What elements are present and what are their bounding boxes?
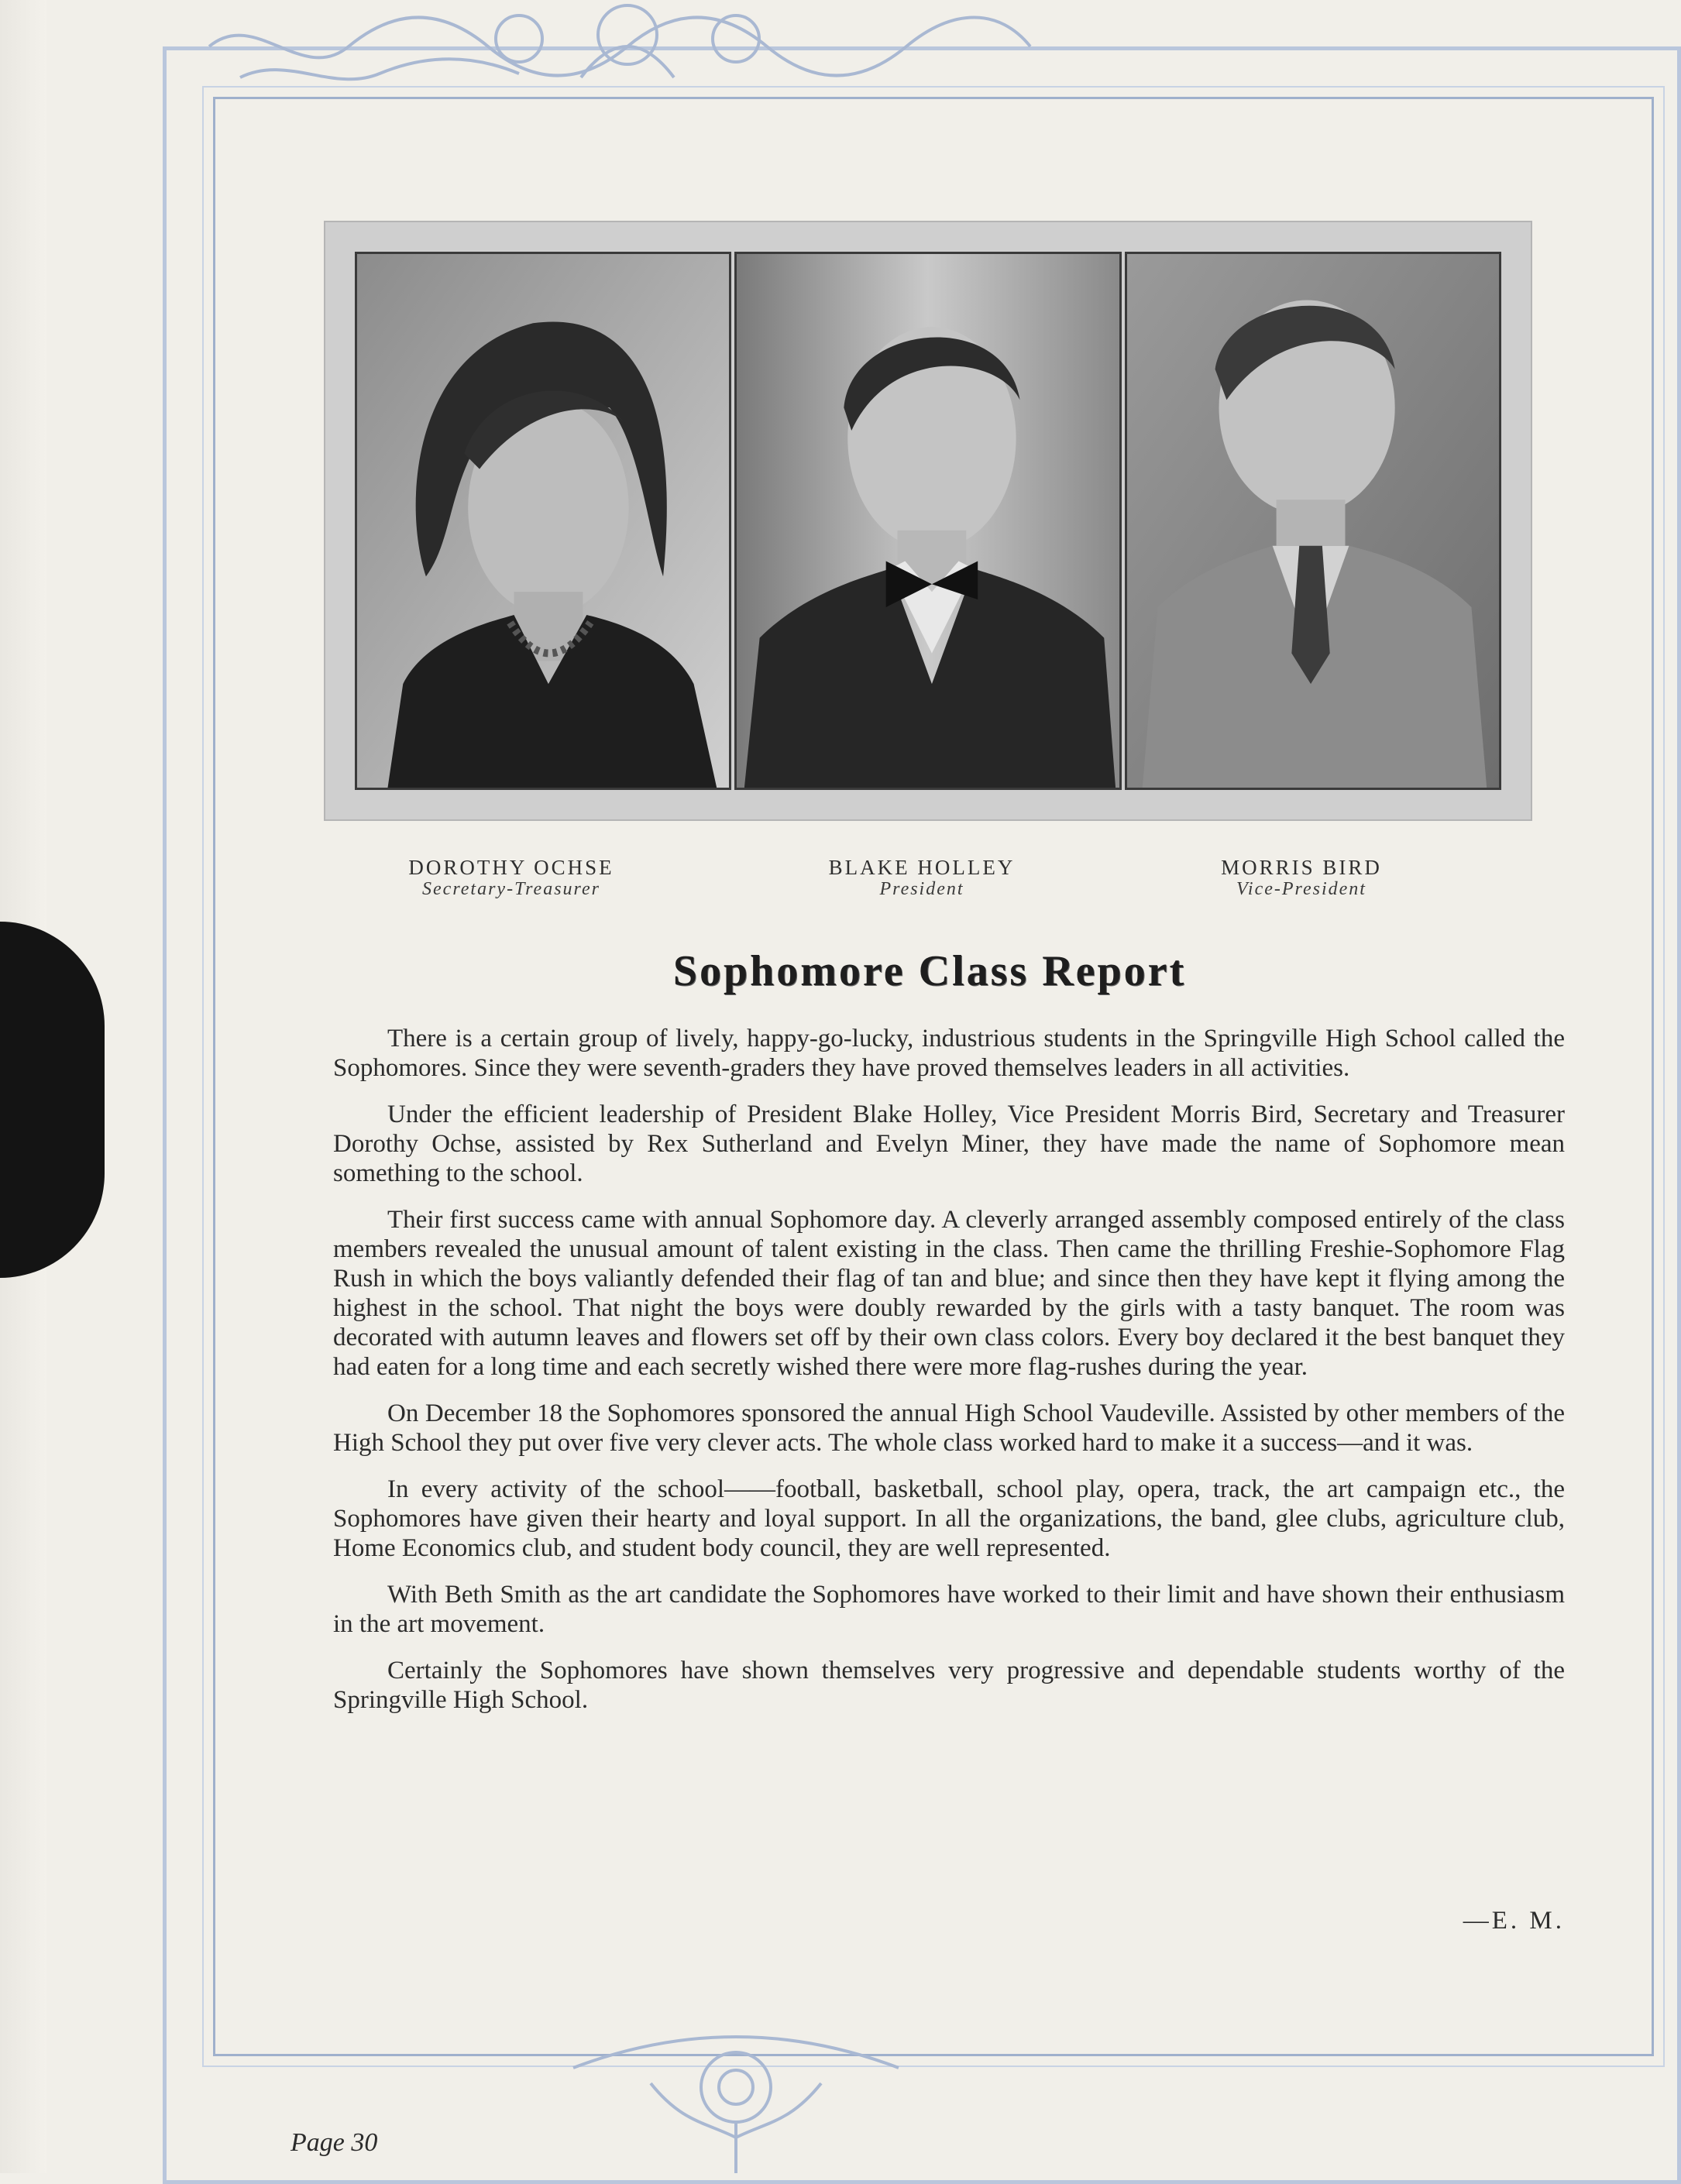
report-paragraph: On December 18 the Sophomores sponsored the annual High School Vaudeville. Assisted by other members of the High School they put over five very clever acts. The whole class worked hard to make it a success—and it was. (333, 1399, 1565, 1457)
officer-role: President (879, 879, 964, 899)
caption-blake-holley (759, 856, 1085, 899)
caption-morris-bird (1139, 856, 1464, 899)
report-body (333, 1024, 1565, 1732)
officer-name: DOROTHY OCHSE (408, 856, 614, 879)
page-title: Sophomore Class Report (672, 947, 1187, 995)
bottom-ornament (542, 2014, 930, 2173)
portrait-morris-bird (1125, 252, 1501, 790)
report-paragraph: Certainly the Sophomores have shown themselves very progressive and dependable students worthy of the Springville High School. (333, 1657, 1565, 1714)
author-signature: —E. M. (1463, 1907, 1565, 1935)
report-paragraph: With Beth Smith as the art candidate the Sophomores have worked to their limit and have shown their enthusiasm in the art movement. (333, 1581, 1565, 1638)
officer-name: BLAKE HOLLEY (828, 856, 1016, 879)
report-paragraph: Under the efficient leadership of President Blake Holley, Vice President Morris Bird, Secretary and Treasurer Dorothy Ochse, assisted by Rex Sutherland and Evelyn Miner, they have made the name of Sophomore mean something to the school. (333, 1101, 1565, 1187)
officer-role: Vice-President (1236, 879, 1366, 899)
caption-dorothy-ochse (349, 856, 674, 899)
top-ornament (194, 0, 1046, 93)
report-paragraph: In every activity of the school——football, basketball, school play, opera, track, the art campaign etc., the Sophomores have given their hearty and loyal support. In all the organizations, the band, glee clubs, agriculture club, Home Economics club, and student body council, they are well represented. (333, 1475, 1565, 1562)
portrait-panel (324, 221, 1532, 821)
report-paragraph: Their first success came with annual Sophomore day. A cleverly arranged assembly composed entirely of the class members revealed the unusual amount of talent existing in the class. Then came the thrilling Freshie-Sophomore Flag Rush in which the boys valiantly defended their flag of tan and blue; and since then they have kept it flying among the highest in the school. That night the boys were doubly rewarded by the girls with a tasty banquet. The room was decorated with autumn leaves and flowers set off by their own class colors. Every boy declared it the best banquet they had eaten for a long time and each secretly wished there were more flag-rushes during the year. (333, 1206, 1565, 1381)
portrait-dorothy-ochse (355, 252, 731, 790)
report-paragraph: There is a certain group of lively, happy-go-lucky, industrious students in the Springville High School called the Sophomores. Since they were seventh-graders they have proved themselves leaders in all activities. (333, 1025, 1565, 1082)
portrait-blake-holley (734, 252, 1122, 790)
binding-tab (0, 922, 105, 1278)
officer-name: MORRIS BIRD (1221, 856, 1382, 879)
officer-role: Secretary-Treasurer (422, 879, 600, 899)
page-number: Page 30 (290, 2128, 378, 2157)
